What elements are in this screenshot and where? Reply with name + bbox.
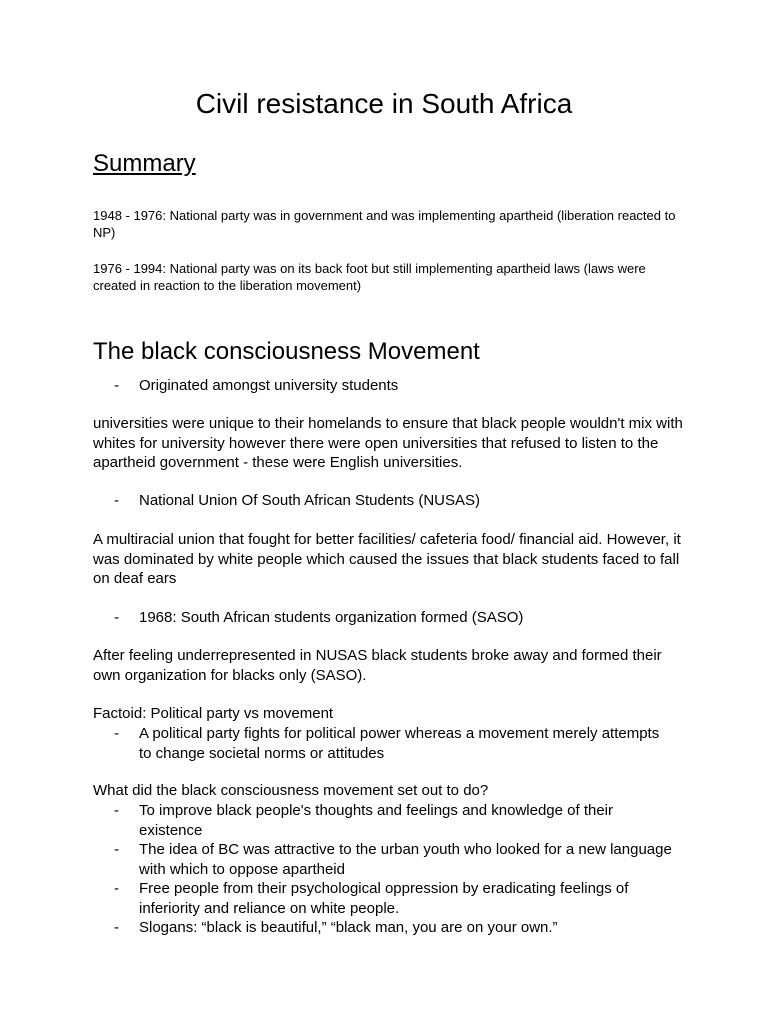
bullet-dash: - bbox=[114, 919, 119, 936]
aim-text: Slogans: “black is beautiful,” “black man, you are on your own.” bbox=[139, 919, 558, 936]
bullet-dash: - bbox=[114, 377, 119, 394]
nusas-paragraph: A multiracial union that fought for better facilities/ cafeteria food/ financial aid. However, it was dominated by white people which caused the issues that black students faced to fall on deaf ears bbox=[93, 531, 681, 587]
bullet-text: A political party fights for political power whereas a movement merely attempts to change societal norms or attitudes bbox=[139, 725, 660, 762]
bullet-dash: - bbox=[114, 609, 119, 626]
bullet-saso bbox=[93, 608, 683, 628]
bullet-text: 1968: South African students organization formed (SASO) bbox=[139, 609, 524, 626]
bcm-heading: The black consciousness Movement bbox=[93, 338, 480, 365]
bullet-dash: - bbox=[114, 841, 119, 858]
bullet-text: National Union Of South African Students (NUSAS) bbox=[139, 492, 481, 509]
aim-text: To improve black people's thoughts and feelings and knowledge of their existence bbox=[139, 802, 614, 839]
summary-paragraph-1: 1948 - 1976: National party was in government and was implementing apartheid (liberation reacted to NP) bbox=[93, 208, 676, 240]
bullet-dash: - bbox=[114, 880, 119, 897]
summary-heading: Summary bbox=[93, 150, 196, 177]
aims-list-item bbox=[93, 879, 683, 918]
bullet-factoid bbox=[93, 724, 683, 763]
aims-list-item bbox=[93, 840, 683, 879]
bullet-originated bbox=[93, 376, 683, 396]
factoid-line: Factoid: Political party vs movement bbox=[93, 705, 334, 722]
aims-list-item bbox=[93, 918, 683, 938]
bullet-text: Originated amongst university students bbox=[139, 377, 399, 394]
aim-text: The idea of BC was attractive to the urban youth who looked for a new language with which to oppose apartheid bbox=[139, 841, 672, 878]
bullet-dash: - bbox=[114, 725, 119, 742]
universities-paragraph: universities were unique to their homelands to ensure that black people wouldn't mix with whites for university however there were open universities that refused to listen to the apartheid government - these were English universities. bbox=[93, 415, 683, 471]
question-line: What did the black consciousness movement set out to do? bbox=[93, 782, 489, 799]
aims-list bbox=[93, 801, 683, 938]
bullet-dash: - bbox=[114, 802, 119, 819]
saso-paragraph: After feeling underrepresented in NUSAS black students broke away and formed their own organization for blacks only (SASO). bbox=[93, 647, 662, 684]
summary-paragraph-2: 1976 - 1994: National party was on its back foot but still implementing apartheid laws (laws were created in reaction to the liberation movement) bbox=[93, 261, 646, 293]
aims-list-item bbox=[93, 801, 683, 840]
aim-text: Free people from their psychological oppression by eradicating feelings of inferiority and reliance on white people. bbox=[139, 880, 629, 917]
bullet-nusas bbox=[93, 491, 683, 511]
bullet-dash: - bbox=[114, 492, 119, 509]
document-title: Civil resistance in South Africa bbox=[195, 88, 573, 119]
